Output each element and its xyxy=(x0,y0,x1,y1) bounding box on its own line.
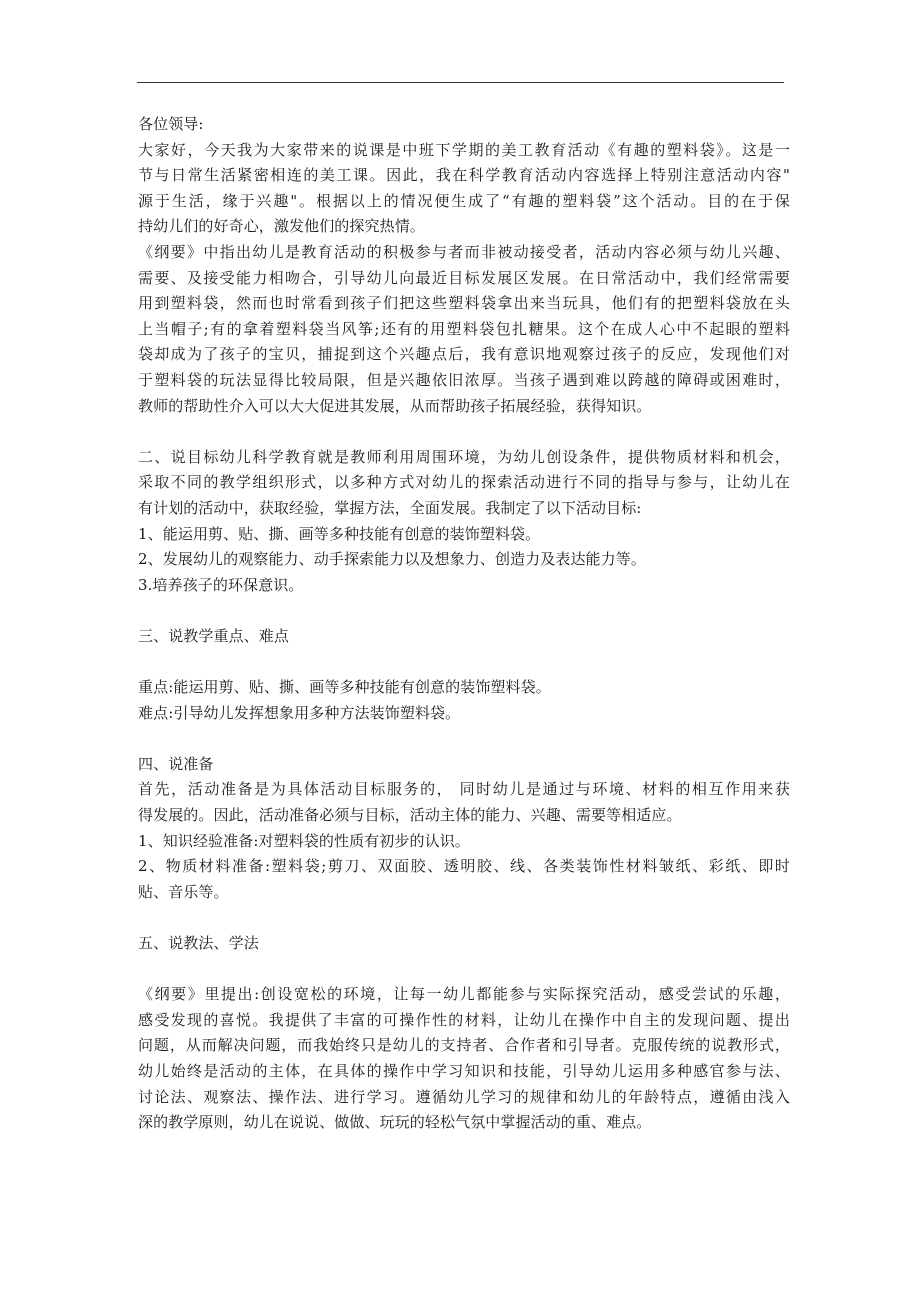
paragraph-gap xyxy=(138,726,790,752)
methods-line: 问题，从而解决问题，而我始终只是幼儿的支持者、合作者和引导者。克服传统的说教形式， xyxy=(138,1036,790,1055)
methods-line: 感受发现的喜悦。我提供了丰富的可操作性的材料，让幼儿在操作中自主的发现问题、提出 xyxy=(138,1010,790,1029)
preparation-line: 得发展的。因此，活动准备必须与目标，活动主体的能力、兴趣、需要等相适应。 xyxy=(138,806,682,825)
preparation-item: 贴、音乐等。 xyxy=(138,882,229,901)
key-points-section xyxy=(138,624,790,726)
intro-line: 源于生活，缘于兴趣"。根据以上的情况便生成了“有趣的塑料袋”这个活动。目的在于保 xyxy=(138,191,790,210)
methods-line: 幼儿始终是活动的主体，在具体的操作中学习知识和技能，引导幼儿运用多种感官参与法、 xyxy=(138,1061,790,1080)
focus-point: 重点:能运用剪、贴、撕、画等多种技能有创意的装饰塑料袋。 xyxy=(138,678,551,697)
section-heading: 三、说教学重点、难点 xyxy=(138,626,290,645)
preparation-line: 首先，活动准备是为具体活动目标服务的， 同时幼儿是通过与环境、材料的相互作用来获 xyxy=(138,780,790,799)
greeting: 各位领导: xyxy=(138,115,204,133)
paragraph-gap xyxy=(138,419,790,445)
preparation-item: 2、物质材料准备:塑料袋;剪刀、双面胶、透明胶、线、各类装饰性材料皱纸、彩纸、即时 xyxy=(138,857,790,876)
goal-item: 2、发展幼儿的观察能力、动手探索能力以及想象力、创造力及表达能力等。 xyxy=(138,550,646,569)
goals-line: 二、说目标幼儿科学教育就是教师利用周围环境，为幼儿创设条件，提供物质材料和机会， xyxy=(138,447,790,466)
paragraph-gap xyxy=(138,957,790,983)
goal-item: 3.培养孩子的环保意识。 xyxy=(138,575,304,594)
methods-line: 讨论法、观察法、操作法、进行学习。遵循幼儿学习的规律和幼儿的年龄特点，遵循由浅入 xyxy=(138,1087,790,1106)
intro-line: 大家好，今天我为大家带来的说课是中班下学期的美工教育活动《有趣的塑料袋》。这是一 xyxy=(138,140,790,159)
outline-line: 上当帽子;有的拿着塑料袋当风筝;还有的用塑料袋包扎糖果。这个在成人心中不起眼的塑料 xyxy=(138,319,790,338)
outline-line: 袋却成为了孩子的宝贝，捕捉到这个兴趣点后，我有意识地观察过孩子的反应，发现他们对 xyxy=(138,345,790,364)
paragraph-gap xyxy=(138,905,790,931)
document-body xyxy=(138,112,790,1136)
preparation-section xyxy=(138,752,790,906)
intro-line: 持幼儿们的好奇心，激发他们的探究热情。 xyxy=(138,217,425,236)
section-heading: 四、说准备 xyxy=(138,754,214,773)
difficulty-point: 难点:引导幼儿发挥想象用多种方法装饰塑料袋。 xyxy=(138,703,461,722)
goals-section xyxy=(138,445,790,599)
methods-line: 深的教学原则，幼儿在说说、做做、玩玩的轻松气氛中掌握活动的重、难点。 xyxy=(138,1113,652,1132)
intro-paragraph xyxy=(138,138,790,240)
outline-line: 《纲要》中指出幼儿是教育活动的积极参与者而非被动接受者，活动内容必须与幼儿兴趣、 xyxy=(138,242,790,261)
header-rule xyxy=(137,82,784,83)
goals-line: 采取不同的教学组织形式，以多种方式对幼儿的探索活动进行不同的指导与参与，让幼儿在 xyxy=(138,473,790,492)
paragraph-gap xyxy=(138,598,790,624)
preparation-item: 1、知识经验准备:对塑料袋的性质有初步的认识。 xyxy=(138,831,470,850)
outline-line: 于塑料袋的玩法显得比较局限，但是兴趣依旧浓厚。当孩子遇到难以跨越的障碍或困难时， xyxy=(138,370,790,389)
outline-line: 用到塑料袋，然而也时常看到孩子们把这些塑料袋拿出来当玩具，他们有的把塑料袋放在头 xyxy=(138,294,790,313)
methods-section xyxy=(138,931,790,1136)
section-heading: 五、说教法、学法 xyxy=(138,934,259,952)
outline-paragraph xyxy=(138,240,790,419)
outline-line: 教师的帮助性介入可以大大促进其发展，从而帮助孩子拓展经验，获得知识。 xyxy=(138,396,652,415)
goal-item: 1、能运用剪、贴、撕、画等多种技能有创意的装饰塑料袋。 xyxy=(138,524,541,543)
intro-line: 节与日常生活紧密相连的美工课。因此，我在科学教育活动内容选择上特别注意活动内容" xyxy=(138,166,790,185)
methods-line: 《纲要》里提出:创设宽松的环境，让每一幼儿都能参与实际探究活动，感受尝试的乐趣， xyxy=(138,985,790,1004)
paragraph-gap xyxy=(138,649,790,675)
goals-line: 有计划的活动中，获取经验，掌握方法，全面发展。我制定了以下活动目标: xyxy=(138,498,642,517)
outline-line: 需要、及接受能力相吻合，引导幼儿向最近目标发展区发展。在日常活动中，我们经常需要 xyxy=(138,268,790,287)
